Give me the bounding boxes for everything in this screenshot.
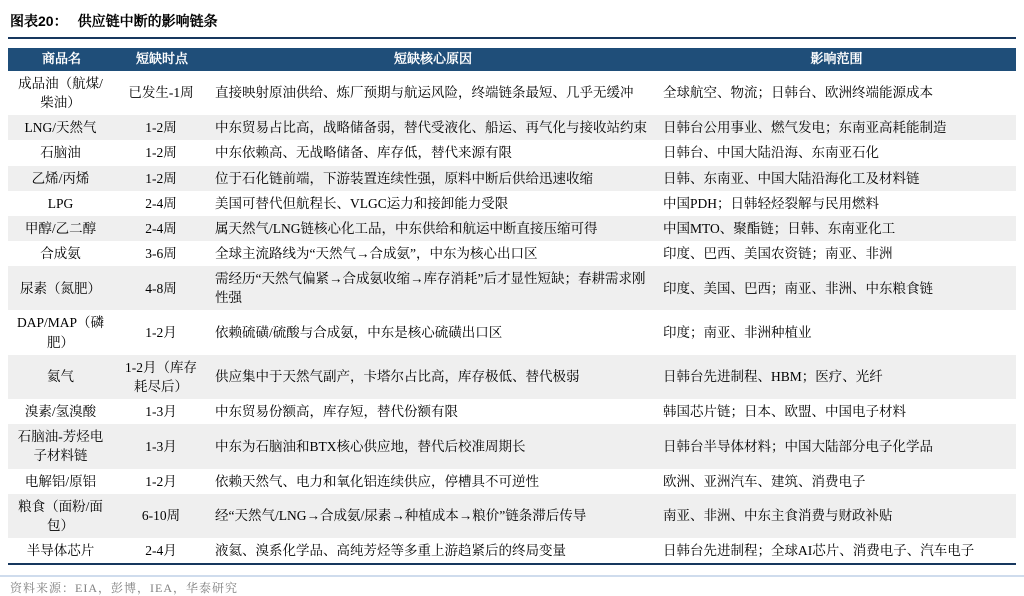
table-row <box>8 191 1016 216</box>
cell-product: 石脑油 <box>40 145 81 161</box>
col-header-impact: 影响范围 <box>657 48 1016 71</box>
cell-timing: 4-8周 <box>145 280 177 296</box>
cell-impact: 韩国芯片链；日本、欧盟、中国电子材料 <box>663 404 906 420</box>
cell-cause: 需经历“天然气偏紧→合成氨收缩→库存消耗”后才显性短缺；春耕需求刚性强 <box>215 271 646 306</box>
cell-product: LPG <box>47 195 74 211</box>
cell-timing: 1-2周 <box>145 145 177 161</box>
cell-cause: 供应集中于天然气副产，卡塔尔占比高，库存极低、替代极弱 <box>215 369 580 385</box>
cell-timing: 3-6周 <box>145 245 177 261</box>
cell-timing: 1-2周 <box>145 120 177 136</box>
cell-cause: 依赖硫磺/硫酸与合成氨，中东是核心硫磺出口区 <box>215 325 503 341</box>
cell-product: 氦气 <box>47 369 74 385</box>
cell-impact: 日韩台先进制程、HBM；医疗、光纤 <box>663 369 883 385</box>
cell-impact: 日韩台先进制程；全球AI芯片、消费电子、汽车电子 <box>663 543 975 559</box>
cell-cause: 依赖天然气、电力和氧化铝连续供应，停槽具不可逆性 <box>215 473 539 489</box>
cell-product: 合成氨 <box>40 245 81 261</box>
table-row <box>8 216 1016 241</box>
cell-product: 电解铝/原铝 <box>24 473 97 489</box>
cell-product: 尿素（氮肥） <box>20 280 101 296</box>
figure-name: 供应链中断的影响链条 <box>77 13 218 29</box>
page-bottom-divider <box>0 575 1024 577</box>
table-row <box>8 266 1016 310</box>
table-row <box>8 115 1016 140</box>
table-row <box>8 494 1016 538</box>
cell-product: 粮食（面粉/面包） <box>18 498 103 533</box>
cell-impact: 中国MTO、聚酯链；日韩、东南亚化工 <box>663 220 896 236</box>
cell-cause: 美国可替代但航程长、VLGC运力和接卸能力受限 <box>215 195 509 211</box>
table-header-row <box>8 48 1016 71</box>
cell-impact: 印度、巴西、美国农资链；南亚、非洲 <box>663 245 893 261</box>
cell-cause: 属天然气/LNG链核心化工品，中东供给和航运中断直接压缩可得 <box>215 220 598 236</box>
table-row <box>8 241 1016 266</box>
cell-product: 成品油（航煤/柴油） <box>18 75 103 111</box>
cell-product: 乙烯/丙烯 <box>31 170 90 186</box>
cell-impact: 中国PDH；日韩轻烃裂解与民用燃料 <box>663 195 880 211</box>
cell-timing: 1-2月 <box>145 325 177 341</box>
cell-product: 石脑油-芳烃电子材料链 <box>17 429 104 464</box>
cell-cause: 中东贸易占比高，战略储备弱，替代受液化、船运、再气化与接收站约束 <box>215 120 647 136</box>
cell-timing: 已发生-1周 <box>128 85 194 101</box>
cell-cause: 位于石化链前端，下游装置连续性强，原料中断后供给迅速收缩 <box>215 170 593 186</box>
cell-impact: 日韩台半导体材料；中国大陆部分电子化学品 <box>663 438 933 454</box>
table-row <box>8 399 1016 424</box>
cell-timing: 2-4周 <box>145 220 177 236</box>
col-header-cause: 短缺核心原因 <box>209 48 657 71</box>
cell-cause: 液氦、溴系化学品、高纯芳烃等多重上游趋紧后的终局变量 <box>215 543 566 559</box>
cell-timing: 1-2周 <box>145 170 177 186</box>
cell-impact: 日韩、东南亚、中国大陆沿海化工及材料链 <box>663 170 920 186</box>
cell-product: LNG/天然气 <box>24 120 97 136</box>
cell-cause: 中东依赖高、无战略储备、库存低，替代来源有限 <box>215 145 512 161</box>
table-bottom-divider <box>8 563 1016 565</box>
table-row <box>8 140 1016 165</box>
cell-product: 半导体芯片 <box>26 543 95 559</box>
cell-cause: 经“天然气/LNG→合成氨/尿素→种植成本→粮价”链条滞后传导 <box>215 508 587 524</box>
supply-chain-table <box>8 48 1016 563</box>
figure-title <box>8 8 1016 37</box>
cell-product: 溴素/氢溴酸 <box>24 404 97 420</box>
cell-cause: 全球主流路线为“天然气→合成氨”，中东为核心出口区 <box>215 245 538 261</box>
title-divider <box>8 37 1016 39</box>
table-row <box>8 355 1016 399</box>
table-row <box>8 71 1016 115</box>
col-header-timing: 短缺时点 <box>115 48 209 71</box>
cell-timing: 1-2月（库存耗尽后） <box>125 359 197 394</box>
cell-impact: 南亚、非洲、中东主食消费与财政补贴 <box>663 508 893 524</box>
cell-impact: 印度；南亚、非洲种植业 <box>663 325 812 341</box>
cell-timing: 1-3月 <box>145 438 177 454</box>
figure-label: 图表20： <box>10 13 68 29</box>
cell-impact: 欧洲、亚洲汽车、建筑、消费电子 <box>663 473 866 489</box>
cell-product: 甲醇/乙二醇 <box>24 220 97 236</box>
cell-cause: 直接映射原油供给、炼厂预期与航运风险，终端链条最短、几乎无缓冲 <box>215 85 634 101</box>
cell-timing: 2-4周 <box>145 195 177 211</box>
source-note: 资料来源：EIA，彭博，IEA，华泰研究 <box>10 581 238 596</box>
cell-cause: 中东为石脑油和BTX核心供应地，替代后校准周期长 <box>215 438 526 454</box>
cell-cause: 中东贸易份额高，库存短，替代份额有限 <box>215 404 458 420</box>
table-row <box>8 424 1016 468</box>
cell-product: DAP/MAP（磷肥） <box>16 315 105 350</box>
col-header-product: 商品名 <box>8 48 115 71</box>
cell-timing: 1-2月 <box>145 473 177 489</box>
table-row <box>8 469 1016 494</box>
cell-timing: 1-3月 <box>145 404 177 420</box>
table-row <box>8 538 1016 563</box>
cell-impact: 日韩台公用事业、燃气发电；东南亚高耗能制造 <box>663 120 947 136</box>
cell-impact: 全球航空、物流；日韩台、欧洲终端能源成本 <box>663 85 933 101</box>
cell-timing: 6-10周 <box>141 508 181 524</box>
cell-impact: 印度、美国、巴西；南亚、非洲、中东粮食链 <box>663 280 933 296</box>
cell-impact: 日韩台、中国大陆沿海、东南亚石化 <box>663 145 879 161</box>
cell-timing: 2-4月 <box>145 543 177 559</box>
table-row <box>8 310 1016 354</box>
table-row <box>8 166 1016 191</box>
